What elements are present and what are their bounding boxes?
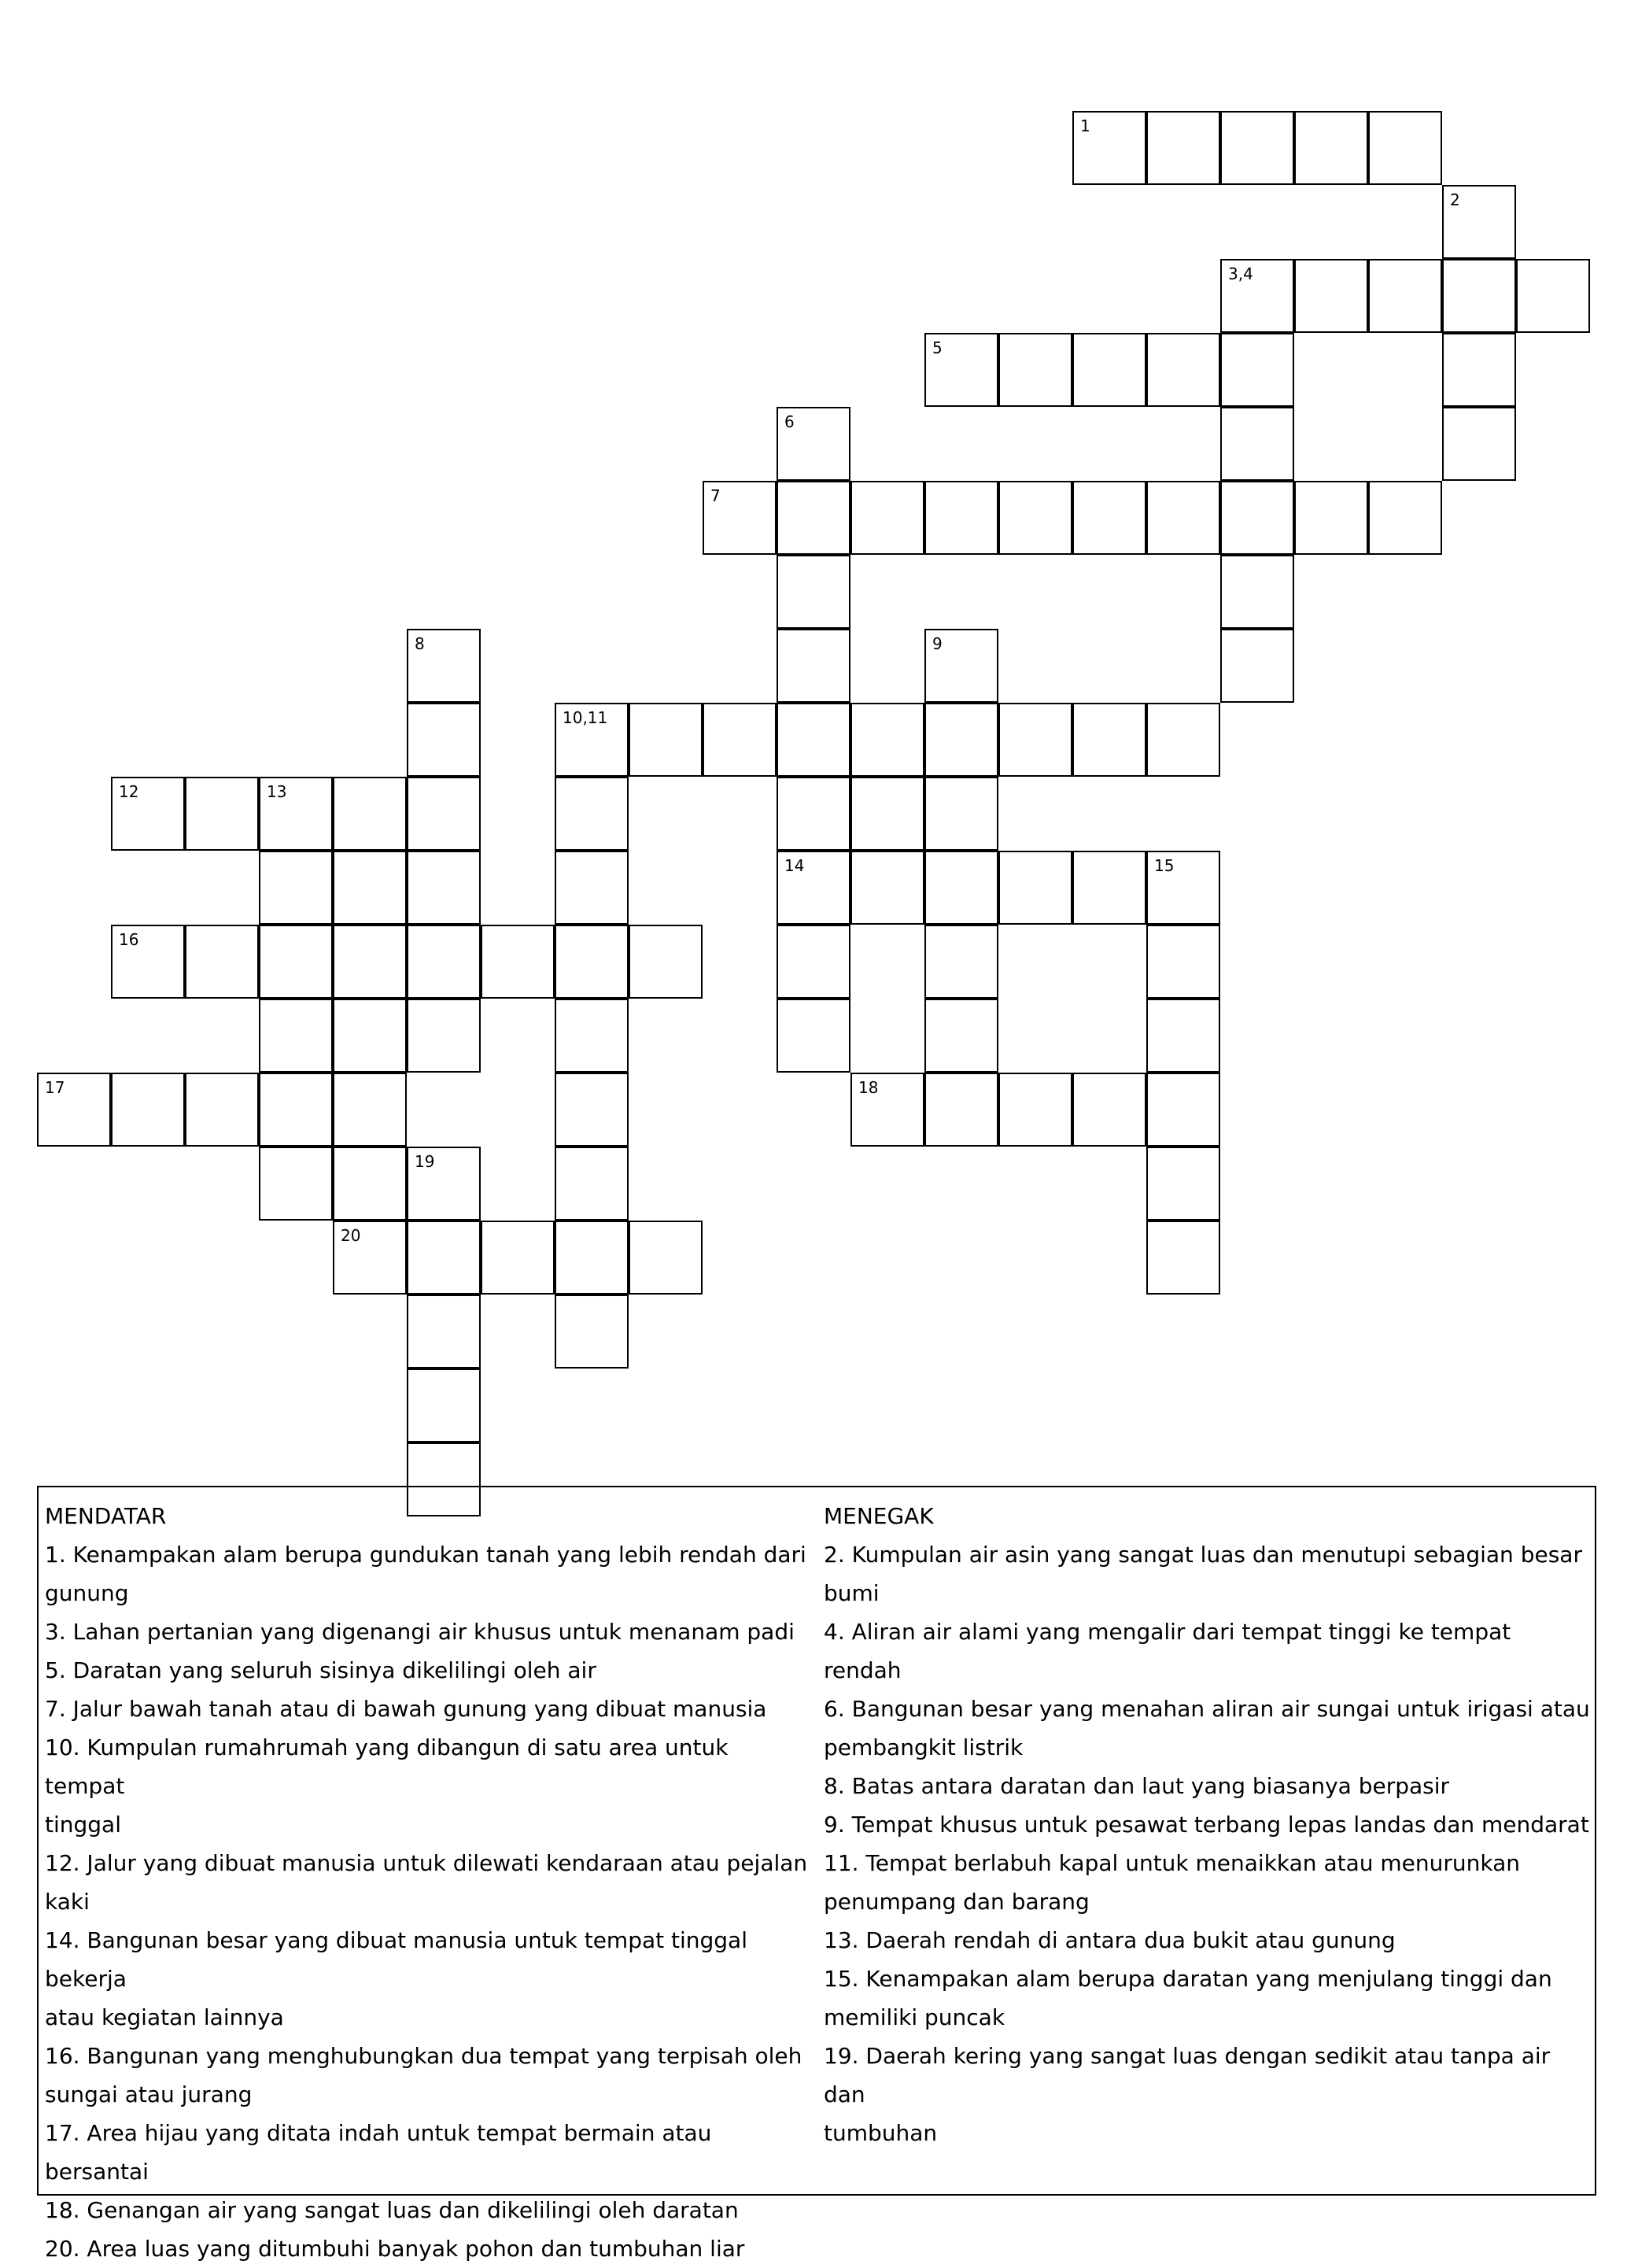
crossword-cell[interactable] [1072,851,1146,925]
crossword-cell[interactable] [407,925,481,999]
crossword-cell[interactable] [481,925,555,999]
crossword-cell[interactable] [333,1147,407,1221]
crossword-cell[interactable] [1072,703,1146,777]
clue-number: 20 [341,1226,361,1245]
crossword-cell[interactable] [1294,259,1368,333]
crossword-cell[interactable] [703,703,777,777]
across-heading: MENDATAR [45,1503,167,1529]
crossword-cell[interactable] [1146,703,1220,777]
crossword-cell[interactable] [1368,481,1442,555]
crossword-cell[interactable] [924,703,998,777]
crossword-cell[interactable] [259,925,333,999]
crossword-cell[interactable] [998,333,1072,407]
crossword-cell[interactable] [1146,333,1220,407]
clue-line: memiliki puncak [824,2004,1005,2030]
crossword-cell[interactable] [1294,481,1368,555]
crossword-cell[interactable] [555,777,629,851]
clue-number: 17 [45,1078,65,1097]
clue-number: 7 [710,486,721,505]
crossword-cell[interactable] [1442,185,1516,259]
crossword-cell[interactable] [1368,111,1442,185]
clues-box [37,1486,1596,2262]
crossword-cell[interactable] [850,1073,924,1147]
crossword-cell[interactable] [924,333,998,407]
crossword-cell[interactable] [777,999,850,1073]
crossword-cell[interactable] [185,777,259,851]
clue-line: 20. Area luas yang ditumbuhi banyak pohon dan tumbuhan liar [45,2236,745,2262]
crossword-cell[interactable] [1368,259,1442,333]
clue-line: atau kegiatan lainnya [45,2004,284,2030]
crossword-cell[interactable] [1146,1221,1220,1295]
clue-number: 9 [932,634,943,653]
crossword-cell[interactable] [333,925,407,999]
clue-line: pembangkit listrik [824,1734,1024,1760]
crossword-cell[interactable] [37,1073,111,1147]
crossword-cell[interactable] [850,851,924,925]
crossword-cell[interactable] [777,555,850,629]
crossword-cell[interactable] [777,777,850,851]
crossword-cell[interactable] [1146,851,1220,925]
clue-line: gunung [45,1580,129,1606]
clue-line: tinggal [45,1812,121,1838]
clue-line: 7. Jalur bawah tanah atau di bawah gunung yang dibuat manusia [45,1696,767,1722]
clue-line: 1. Kenampakan alam berupa gundukan tanah yang lebih rendah dari [45,1542,806,1568]
crossword-cell[interactable] [1220,111,1294,185]
crossword-cell[interactable] [777,407,850,481]
clue-number: 8 [415,634,425,653]
clue-line: 3. Lahan pertanian yang digenangi air khusus untuk menanam padi [45,1619,795,1645]
crossword-cell[interactable] [850,703,924,777]
crossword-cell[interactable] [185,1073,259,1147]
crossword-cell[interactable] [1072,111,1146,185]
clue-line: kaki [45,1889,90,1915]
crossword-cell[interactable] [407,1369,481,1442]
crossword-cell[interactable] [1294,111,1368,185]
clue-line: penumpang dan barang [824,1889,1090,1915]
clue-line: 6. Bangunan besar yang menahan aliran air sungai untuk irigasi atau [824,1696,1590,1722]
crossword-cell[interactable] [629,703,703,777]
crossword-cell[interactable] [259,1073,333,1147]
crossword-cell[interactable] [1442,259,1516,333]
crossword-cell[interactable] [407,999,481,1073]
clue-number: 5 [932,338,943,357]
crossword-cell[interactable] [333,851,407,925]
clue-number: 14 [784,856,805,875]
crossword-cell[interactable] [111,777,185,851]
crossword-cell[interactable] [1146,1073,1220,1147]
crossword-cell[interactable] [555,1073,629,1147]
crossword-cell[interactable] [555,999,629,1073]
crossword-cell[interactable] [777,851,850,925]
crossword-cell[interactable] [850,481,924,555]
crossword-cell[interactable] [998,703,1072,777]
crossword-cell[interactable] [924,777,998,851]
crossword-cell[interactable] [259,777,333,851]
clue-number: 10,11 [563,708,608,727]
clue-line: bumi [824,1580,880,1606]
crossword-cell[interactable] [111,1073,185,1147]
crossword-cell[interactable] [998,481,1072,555]
clue-line: 14. Bangunan besar yang dibuat manusia untuk tempat tinggal bekerja [45,1927,747,1992]
crossword-cell[interactable] [998,1073,1072,1147]
crossword-cell[interactable] [259,851,333,925]
clue-line: tumbuhan [824,2120,938,2146]
crossword-cell[interactable] [629,925,703,999]
clue-line: 17. Area hijau yang ditata indah untuk tempat bermain atau bersantai [45,2120,712,2185]
crossword-cell[interactable] [1442,333,1516,407]
clue-line: 19. Daerah kering yang sangat luas dengan sedikit atau tanpa air dan [824,2043,1551,2107]
crossword-cell[interactable] [333,1221,407,1295]
crossword-cell[interactable] [407,851,481,925]
crossword-cell[interactable] [1220,407,1294,481]
clue-line: 8. Batas antara daratan dan laut yang biasanya berpasir [824,1773,1450,1799]
crossword-cell[interactable] [1220,333,1294,407]
crossword-cell[interactable] [703,481,777,555]
crossword-cell[interactable] [924,851,998,925]
crossword-cell[interactable] [1442,407,1516,481]
crossword-cell[interactable] [1072,1073,1146,1147]
crossword-cell[interactable] [555,1147,629,1221]
crossword-cell[interactable] [777,629,850,703]
crossword-cell[interactable] [407,629,481,703]
crossword-cell[interactable] [407,703,481,777]
clue-number: 6 [784,412,795,431]
crossword-cell[interactable] [333,777,407,851]
clue-line: 10. Kumpulan rumahrumah yang dibangun di satu area untuk tempat [45,1734,729,1799]
crossword-cell[interactable] [259,1147,333,1221]
crossword-cell[interactable] [924,481,998,555]
crossword-cell[interactable] [629,1221,703,1295]
clue-number: 12 [119,782,139,801]
crossword-cell[interactable] [1072,481,1146,555]
clue-number: 13 [267,782,287,801]
across-clues [45,1497,812,2268]
crossword-cell[interactable] [1146,111,1220,185]
crossword-cell[interactable] [1220,259,1294,333]
crossword-cell[interactable] [777,703,850,777]
crossword-cell[interactable] [333,999,407,1073]
clue-line: sungai atau jurang [45,2081,253,2107]
crossword-cell[interactable] [924,925,998,999]
crossword-cell[interactable] [259,999,333,1073]
crossword-cell[interactable] [407,1295,481,1369]
crossword-cell[interactable] [555,1295,629,1369]
crossword-cell[interactable] [407,1147,481,1221]
down-heading: MENEGAK [824,1503,934,1529]
crossword-cell[interactable] [185,925,259,999]
clue-number: 15 [1154,856,1175,875]
clue-line: 4. Aliran air alami yang mengalir dari tempat tinggi ke tempat rendah [824,1619,1511,1683]
crossword-cell[interactable] [1146,1147,1220,1221]
crossword-cell[interactable] [1146,925,1220,999]
clue-line: 2. Kumpulan air asin yang sangat luas dan menutupi sebagian besar [824,1542,1582,1568]
crossword-cell[interactable] [407,1221,481,1295]
crossword-cell[interactable] [924,629,998,703]
clue-number: 18 [858,1078,879,1097]
crossword-cell[interactable] [555,1221,629,1295]
crossword-cell[interactable] [555,925,629,999]
clue-number: 2 [1450,190,1460,209]
clue-number: 16 [119,930,139,949]
clue-number: 3,4 [1228,264,1253,283]
crossword-cell[interactable] [1146,481,1220,555]
crossword-cell[interactable] [1516,259,1590,333]
crossword-cell[interactable] [407,777,481,851]
crossword-cell[interactable] [333,1073,407,1147]
clue-line: 9. Tempat khusus untuk pesawat terbang lepas landas dan mendarat [824,1812,1589,1838]
crossword-cell[interactable] [1220,555,1294,629]
crossword-cell[interactable] [924,1073,998,1147]
clue-line: 13. Daerah rendah di antara dua bukit atau gunung [824,1927,1396,1953]
clue-line: 16. Bangunan yang menghubungkan dua tempat yang terpisah oleh [45,2043,802,2069]
clue-line: 11. Tempat berlabuh kapal untuk menaikkan atau menurunkan [824,1850,1521,1876]
clue-line: 15. Kenampakan alam berupa daratan yang menjulang tinggi dan [824,1966,1552,1992]
crossword-cell[interactable] [850,777,924,851]
crossword-cell[interactable] [555,851,629,925]
crossword-cell[interactable] [555,703,629,777]
clue-line: 18. Genangan air yang sangat luas dan dikelilingi oleh daratan [45,2197,739,2223]
crossword-cell[interactable] [998,851,1072,925]
crossword-cell[interactable] [111,925,185,999]
crossword-cell[interactable] [1072,333,1146,407]
crossword-cell[interactable] [1146,999,1220,1073]
crossword-cell[interactable] [777,481,850,555]
crossword-cell[interactable] [1220,481,1294,555]
clue-number: 19 [415,1152,435,1171]
clue-line: 5. Daratan yang seluruh sisinya dikelilingi oleh air [45,1657,596,1683]
clue-line: 12. Jalur yang dibuat manusia untuk dilewati kendaraan atau pejalan [45,1850,808,1876]
crossword-cell[interactable] [924,999,998,1073]
crossword-cell[interactable] [481,1221,555,1295]
crossword-cell[interactable] [777,925,850,999]
down-clues [824,1497,1591,2152]
crossword-cell[interactable] [1220,629,1294,703]
clue-number: 1 [1080,116,1090,135]
